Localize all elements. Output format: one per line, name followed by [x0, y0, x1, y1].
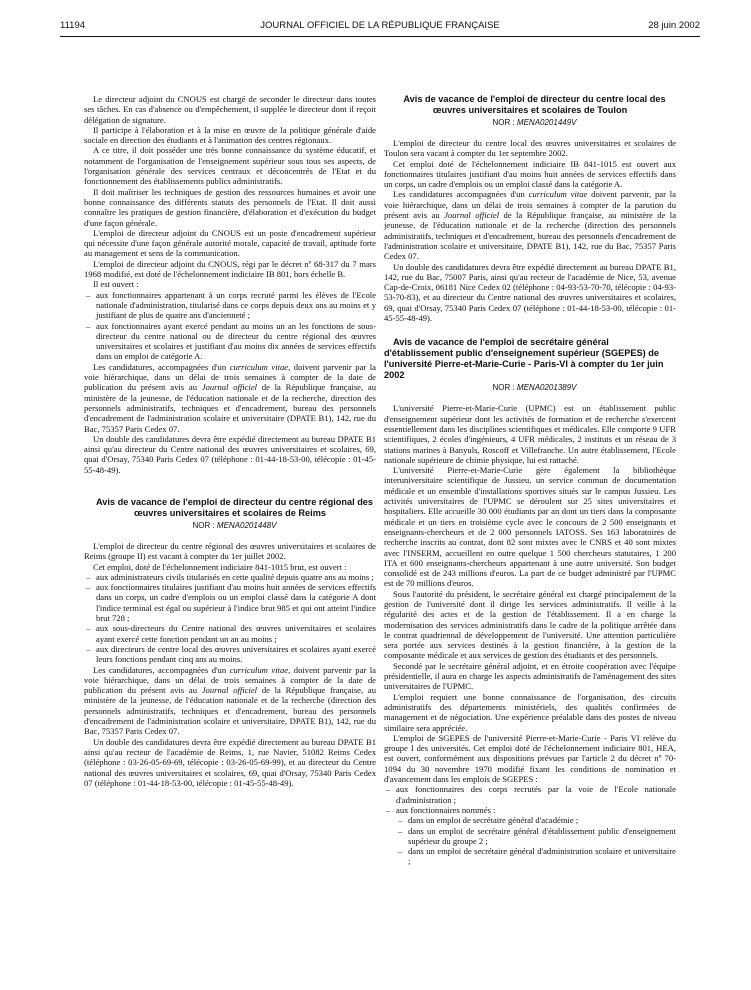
- paragraph: Les candidatures, accompagnées d'un curriculum vitae, doivent parvenir par la voie hiérarchique, dans un délai de trois semaines à compter de la date de publication du présent avis au Journal officiel de la République française, au ministère de la jeunesse, de l'éducation nationale et de la recherche, direction des personnels administratifs, techniques et d'encadrement, bureau des personnels d'encadrement de l'administration scolaire et universitaire (DPATE B1), 142, rue du Bac, 75357 Paris Cedex 07.: [84, 361, 376, 434]
- left-column: [84, 94, 376, 788]
- list-item: – aux sous-directeurs du Centre national des œuvres universitaires et scolaires ayant exercé cette fonction pendant un an au moins ;: [84, 623, 376, 644]
- paragraph: L'emploi de directeur adjoint du CNOUS est un poste d'encadrement supérieur qui nécessite d'une façon générale autorité morale, capacité de travail, aptitude forte au management et sens de la communication.: [84, 227, 376, 259]
- paragraph: L'emploi de directeur adjoint du CNOUS, régi par le décret nº 68-317 du 7 mars 1968 modifié, est doté de l'échelonnement indiciaire IB 801, hors échelle B.: [84, 258, 376, 280]
- paragraph: L'université Pierre-et-Marie-Curie (UPMC) est un établissement public d'enseignement supérieur dont les activités de formation et de recherche s'exercent essentiellement dans les disciplines scientifiques et médicales. Elle comporte 9 UFR scientifiques, 2 écoles d'ingénieurs, 4 UFR médicales, 2 instituts et un réseau de 3 stations marines à Banyuls, Roscoff et Villefranche. Un autre établissement, l'Ecole nationale supérieure de chimie physique, lui est rattaché.: [384, 403, 676, 465]
- nor-reference: NOR : MENA0201389V: [492, 383, 577, 393]
- list-item: – aux fonctionnaires titulaires justifiant d'au moins huit années de services effectifs dans un corps, un cadre d'emplois ou un emploi classé dans la catégorie A dont l'indice terminal est égal ou supérieur à l'indice brut 985 et qui ont atteint l'indice brut 728 ;: [84, 582, 376, 623]
- paragraph: Secondé par le secrétaire général adjoint, et en étroite coopération avec l'équipe présidentielle, il aura en charge les aspects administratifs de l'aménagement des sites universitaires de l'UPMC.: [384, 660, 676, 692]
- paragraph: Un double des candidatures devra être expédié directement au bureau DPATE B1, 142, rue du Bac, 75007 Paris, ainsi qu'au recteur de l'académie de Nice, 53, avenue Cap-de-Croix, 06181 Nice Cedex 02 (téléphone : 04-93-53-70-70, télécopie : 04-93-53-70-83), et au directeur du Centre national des œuvres universitaires et scolaires, 69, quai d'Orsay, 75340 Paris Cedex 07 (téléphone : 01-44-18-53-00, télécopie : 01-45-55-48-49).: [384, 261, 676, 324]
- paragraph: Cet emploi, doté de l'échelonnement indiciaire 841-1015 brut, est ouvert :: [93, 561, 347, 572]
- list-item: – aux fonctionnaires appartenant à un corps recruté parmi les élèves de l'Ecole nationale d'administration, titularisé dans ce corps depuis deux ans au moins et y justifiant de plus de quatre ans d'ancienneté ;: [84, 290, 376, 321]
- right-column: [384, 94, 676, 867]
- paragraph: A ce titre, il doit posséder une très bonne connaissance du système éducatif, et notamment de l'organisation de l'enseignement supérieur sous tous ses aspects, de l'organisation générale des services centraux et déconcentrés de l'Etat et du fonctionnement des établissements publics administratifs.: [84, 145, 376, 187]
- paragraph: Les candidatures accompagnées d'un curriculum vitae doivent parvenir, par la voie hiérarchique, dans un délai de trois semaines à compter de la parution du présent avis au Journal officiel de la République française, au ministère de la jeunesse, de l'éducation nationale et de la recherche (direction des personnels administratifs, techniques et d'encadrement, bureau des personnels d'encadrement de l'administration scolaire et universitaire, DPATE B1), 142, rue du Bac, 75357 Paris Cedex 07.: [384, 189, 677, 262]
- paragraph: L'emploi de directeur du centre local des œuvres universitaires et scolaires de Toulon sera vacant à compter du 1er septembre 2002.: [384, 138, 676, 159]
- paragraph: Les candidatures, accompagnées d'un curriculum vitae, doivent parvenir par la voie hiérarchique, dans un délai de trois semaines à compter de la date de publication du présent avis au Journal officiel de la République française, au ministère de la jeunesse, de l'éducation nationale et de la recherche (direction des personnels administratifs, techniques et d'encadrement, bureau des personnels d'encadrement de l'administration scolaire et universitaire, DPATE B1), 142, rue du Bac, 75357 Paris Cedex 07.: [84, 664, 376, 737]
- page-number: 11194: [60, 20, 86, 31]
- paragraph: Un double des candidatures devra être expédié directement au bureau DPATE B1 ainsi qu'au directeur du Centre national des œuvres universitaires et scolaires, 69, quai d'Orsay, 75340 Paris Cedex 07 (téléphone : 01-44-18-53-00, télécopie : 01-45-55-48-49).: [84, 433, 376, 475]
- list-item: – aux fonctionnaires ayant exercé pendant au moins un an les fonctions de sous-directeur du centre national ou de directeur du centre régional des œuvres universitaires et scolaires et justifiant d'au moins dix années de services effectifs dans un emploi de catégorie A.: [84, 321, 376, 362]
- list-item: – aux fonctionnaires des corps recrutés par la voie de l'Ecole nationale d'administration ;: [384, 784, 676, 805]
- paragraph: Il participe à l'élaboration et à la mise en œuvre de la politique générale d'aide sociale en direction des étudiants et à l'animation des centres régionaux.: [84, 124, 376, 146]
- paragraph: Sous l'autorité du président, le secrétaire général est chargé principalement de la gestion de l'université dont il dirige les services administratifs. Il veille à la régularité des actes et de la gestion de l'établissement. Il a en charge la modernisation des services administratifs dans le cadre de la politique arrêtée dans le contrat quadriennal de développement de l'université. Une attention particulière sera portée aux services destinés à la gestion financière, à la gestion de la composante médicale et aux services de gestion des étudiants et des personnels.: [384, 588, 676, 661]
- header-rule: [60, 36, 700, 37]
- paragraph: Il est ouvert :: [93, 279, 139, 290]
- paragraph: L'emploi de SGEPES de l'université Pierre-et-Marie-Curie - Paris VI relève du groupe I des universités. Cet emploi doté de l'échelonnement indiciaire 801, HEA, est ouvert, conformément aux dispositions prévues par l'article 2 du décret nº 70-1094 du 30 novembre 1970 modifié fixant les conditions de nomination et d'avancement dans les emplois de SGEPES :: [384, 732, 676, 785]
- nor-reference: NOR : MENA0201449V: [492, 118, 577, 127]
- list-item: – aux directeurs de centre local des œuvres universitaires et scolaires ayant exercé leurs fonctions pendant cinq ans au moins.: [84, 644, 376, 665]
- list-item: – aux administrateurs civils titularisés en cette qualité depuis quatre ans au moins ;: [84, 572, 376, 582]
- section-title: Avis de vacance de l'emploi de directeur du centre régional des œuvres universitaires et scolaires de Reims: [95, 496, 374, 518]
- page-header: [60, 20, 700, 34]
- paragraph: Cet emploi doté de l'échelonnement indiciaire IB 841-1015 est ouvert aux fonctionnaires titulaires justifiant d'au moins huit années de services effectifs dans un corps, un cadre d'emplois ou un emploi classé dans la catégorie A.: [384, 158, 676, 190]
- section-title: Avis de vacance de l'emploi de directeur du centre local des œuvres universitaires et scolaires de Toulon: [403, 94, 666, 115]
- journal-title: JOURNAL OFFICIEL DE LA RÉPUBLIQUE FRANÇAISE: [260, 20, 500, 31]
- paragraph: Il doit maîtriser les techniques de gestion des ressources humaines et avoir une bonne connaissance des différents statuts des personnels de l'Etat. Il doit aussi connaître les pratiques de gestion financière, d'élaboration et d'exécution du budget d'une façon générale.: [84, 186, 376, 228]
- section-title: Avis de vacance de l'emploi de secrétaire général d'établissement public d'enseignement supérieur (SGEPES) de l'université Pierre-et-Marie-Curie - Paris-VI à compter du 1er juin 2002: [384, 337, 664, 381]
- issue-date: 28 juin 2002: [648, 20, 700, 31]
- paragraph: L'emploi requiert une bonne connaissance de l'organisation, des circuits administratifs des départements ministériels, des qualités confirmées de management et de négociation. Une expérience préalable dans des postes de niveau similaire sera appréciée.: [384, 691, 676, 733]
- sub-list-item: – dans un emploi de secrétaire général d'établissement public d'enseignement supérieur du groupe 2 ;: [384, 826, 676, 847]
- list-item: – aux fonctionnaires nommés :: [384, 805, 676, 815]
- paragraph: L'université Pierre-et-Marie-Curie gère également la bibliothèque interuniversitaire scientifique de Jussieu, un service commun de documentation médicale et un ensemble d'installations sportives situés sur le campus Jussieu. Les activités universitaires de l'UPMC se déroulent sur 25 sites universitaires et hospitaliers. Elle accueille 30 000 étudiants par an dont un tiers dans la composante médicale et un tiers en troisième cycle avec le concours de 2 500 enseignants et enseignants-chercheurs et de 2 000 personnels IATOSS. Ses 163 laboratoires de recherche inscrits au contrat, dont 82 sont mixtes avec le CNRS et 40 sont mixtes avec l'INSERM, accueillent en outre quelque 1 500 chercheurs statutaires, 1 200 ITA et 600 enseignants-chercheurs appartenant à une autre université. Son budget consolidé est de 243 millions d'euros. La part de ce budget administré par l'UPMC est de 70 millions d'euros.: [384, 465, 676, 589]
- paragraph: Un double des candidatures devra être expédié directement au bureau DPATE B1 ainsi qu'au recteur de l'académie de Reims, 1, rue Navier, 51082 Reims Cedex (téléphone : 03-26-05-69-69, télécopie : 03-26-05-69-99), et au directeur du Centre national des œuvres universitaires et scolaires, 69, quai d'Orsay, 75340 Paris Cedex 07 (téléphone : 01-44-18-53-00, télécopie : 01-45-55-48-49).: [84, 736, 376, 788]
- sub-list-item: – dans un emploi de secrétaire général d'administration scolaire et universitaire ;: [384, 846, 676, 867]
- sub-list-item: – dans un emploi de secrétaire général d'académie ;: [384, 815, 676, 825]
- paragraph: L'emploi de directeur du centre régional des œuvres universitaires et scolaires de Reims (groupe II) est vacant à compter du 1er juillet 2002.: [84, 540, 376, 562]
- paragraph: Le directeur adjoint du CNOUS est chargé de seconder le directeur dans toutes ses tâches. En cas d'absence ou d'empêchement, il supplée le directeur dont il reçoit délégation de signature.: [84, 94, 376, 125]
- nor-reference: NOR : MENA0201448V: [192, 520, 277, 530]
